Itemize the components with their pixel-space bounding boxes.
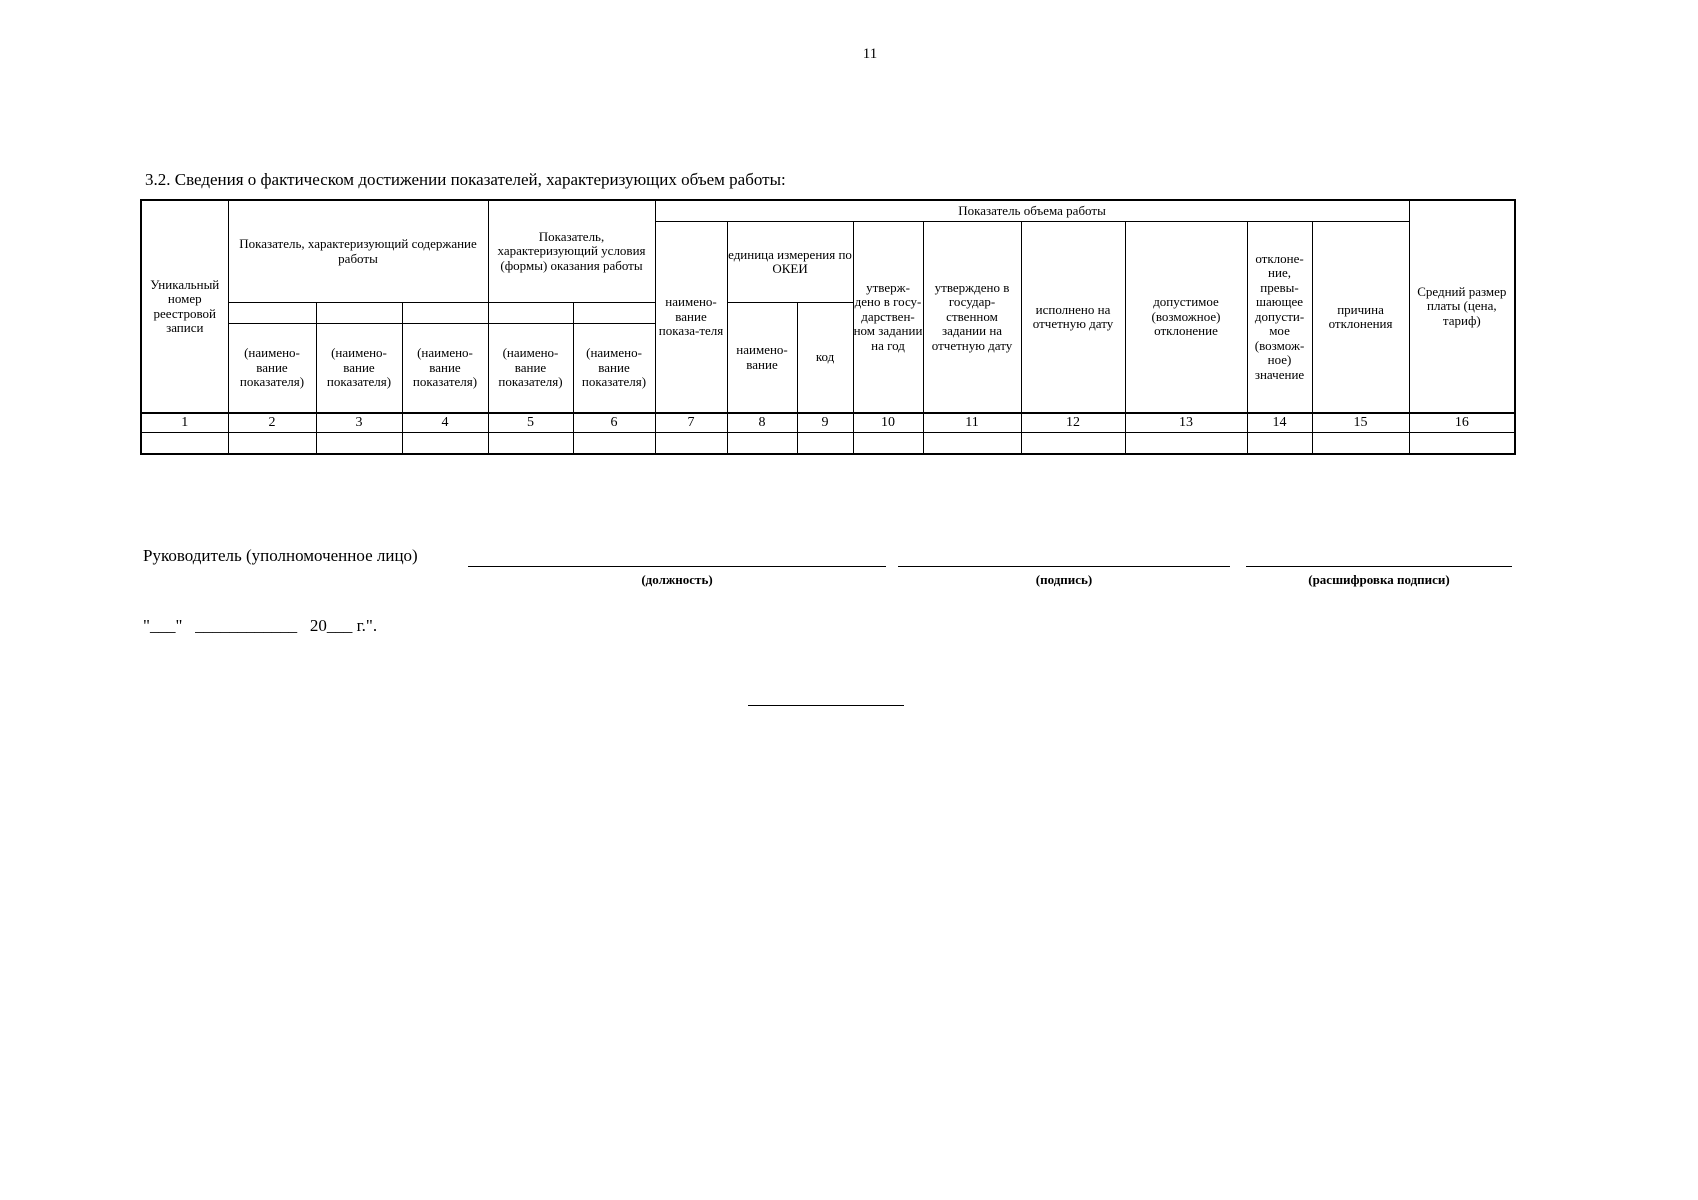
position-caption: (должность) [641,572,713,587]
table-cell[interactable] [853,433,923,455]
column-number: 2 [228,413,316,433]
blank-cell [488,303,573,324]
table-cell[interactable] [727,433,797,455]
header-sub-indicator-name: (наимено-вание показателя) [316,324,402,414]
header-sub-indicator-name: (наимено-вание показателя) [573,324,655,414]
column-number: 4 [402,413,488,433]
header-okei-name: наимено-вание [727,303,797,414]
header-okei-code: код [797,303,853,414]
table-cell[interactable] [488,433,573,455]
position-line[interactable] [468,566,886,567]
column-number: 9 [797,413,853,433]
header-sub-indicator-name: (наимено-вание показателя) [228,324,316,414]
table-cell[interactable] [402,433,488,455]
volume-indicators-table [140,199,1516,455]
header-approved-reporting-date: утверждено в государ-ственном задании на отчетную дату [923,222,1021,414]
table-row [141,433,1515,455]
signature-caption: (подпись) [1035,572,1093,587]
table-cell[interactable] [655,433,727,455]
header-average-fee: Средний размер платы (цена, тариф) [1409,200,1515,413]
header-approved-for-year: утверж-дено в госу-дарствен-ном задании на год [853,222,923,414]
signer-label: Руководитель (уполномоченное лицо) [143,546,418,565]
header-content-indicator: Показатель, характеризующий содержание работы [228,200,488,303]
blank-cell [316,303,402,324]
blank-cell [573,303,655,324]
table-cell[interactable] [141,433,228,455]
header-volume-indicator: Показатель объема работы [655,200,1409,222]
section-title: 3.2. Сведения о фактическом достижении показателей, характеризующих объем работы: [145,170,786,189]
column-number: 8 [727,413,797,433]
table-cell[interactable] [228,433,316,455]
column-number: 16 [1409,413,1515,433]
blank-cell [402,303,488,324]
header-indicator-name: наимено-вание показа-теля [655,222,727,414]
page-number: 11 [862,46,878,62]
table-cell[interactable] [1409,433,1515,455]
table-cell[interactable] [1247,433,1312,455]
header-sub-indicator-name: (наимено-вание показателя) [488,324,573,414]
column-number: 13 [1125,413,1247,433]
table-cell[interactable] [573,433,655,455]
header-okei-unit: единица измерения по ОКЕИ [727,222,853,303]
header-deviation-reason: причина отклонения [1312,222,1409,414]
decryption-line[interactable] [1246,566,1512,567]
table-cell[interactable] [316,433,402,455]
column-number: 5 [488,413,573,433]
table-cell[interactable] [797,433,853,455]
column-number: 10 [853,413,923,433]
table-cell[interactable] [1021,433,1125,455]
header-deviation-exceeding: отклоне-ние, превы-шающее допусти-мое (возмож-ное) значение [1247,222,1312,414]
table-cell[interactable] [923,433,1021,455]
column-number: 15 [1312,413,1409,433]
header-executed-reporting-date: исполнено на отчетную дату [1021,222,1125,414]
header-sub-indicator-name: (наимено-вание показателя) [402,324,488,414]
column-number: 12 [1021,413,1125,433]
date-line: "___" ____________ 20___ г.". [143,616,378,635]
column-number: 6 [573,413,655,433]
column-number: 7 [655,413,727,433]
signature-line[interactable] [898,566,1230,567]
column-number: 1 [141,413,228,433]
decryption-caption: (расшифровка подписи) [1308,572,1450,587]
table-cell[interactable] [1312,433,1409,455]
header-conditions-indicator: Показатель, характеризующий условия (формы) оказания работы [488,200,655,303]
column-number: 14 [1247,413,1312,433]
header-allowed-deviation: допустимое (возможное) отклонение [1125,222,1247,414]
blank-cell [228,303,316,324]
table-cell[interactable] [1125,433,1247,455]
column-number: 3 [316,413,402,433]
end-divider [748,705,904,706]
header-registry-number: Уникальный номер реестровой записи [141,200,228,413]
column-number: 11 [923,413,1021,433]
